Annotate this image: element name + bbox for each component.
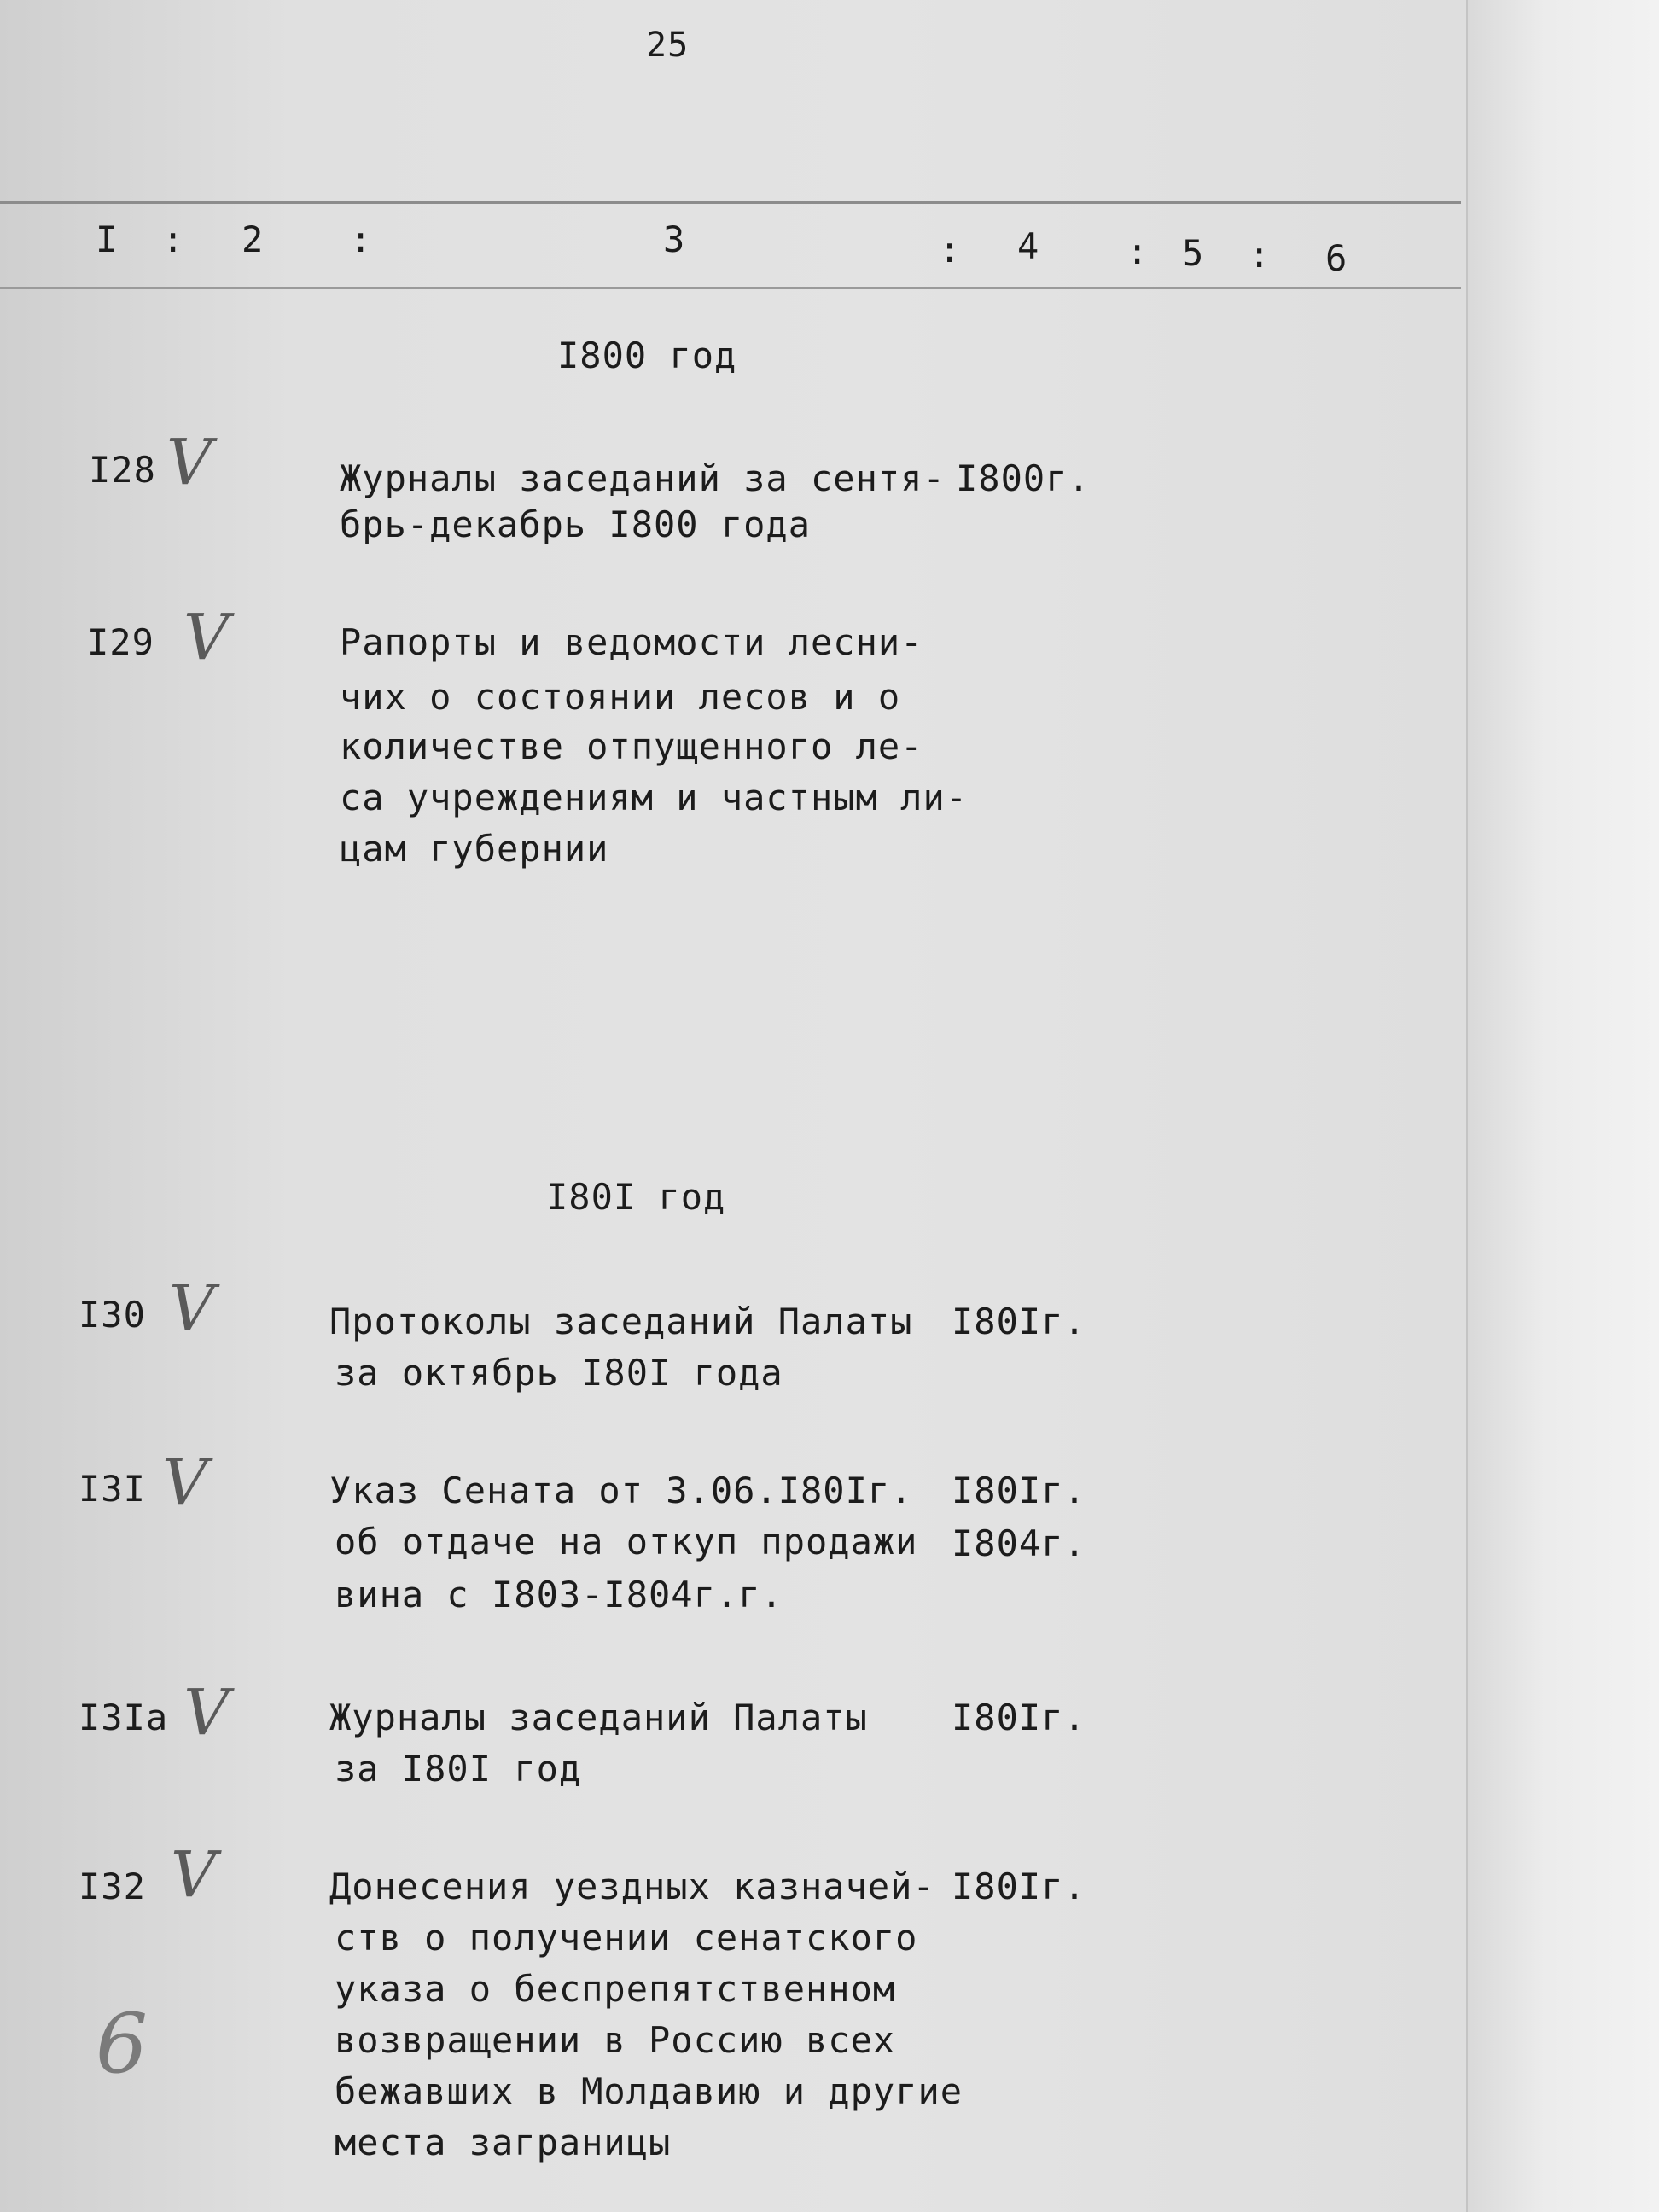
header-top-rule	[0, 201, 1461, 204]
entry-date: I80Iг.	[952, 1301, 1086, 1342]
entry-line: количестве отпущенного ле-	[340, 725, 923, 767]
column-header-1: I	[96, 218, 119, 260]
check-mark: V	[183, 1676, 230, 1749]
entry-line: цам губернии	[340, 828, 609, 870]
year-heading-1801: I80I год	[546, 1176, 726, 1218]
entry-line: Донесения уездных казначей-	[329, 1866, 935, 1907]
column-header-6: 6	[1325, 237, 1348, 279]
entry-line: Журналы заседаний Палаты	[329, 1697, 868, 1738]
entry-date: I800г.	[956, 457, 1091, 499]
check-mark: V	[162, 1446, 208, 1519]
column-header-4: 4	[1017, 225, 1040, 267]
entry-line: ств о получении сенатского	[335, 1917, 918, 1959]
entry-date: I80Iг.	[952, 1866, 1086, 1907]
column-header-sep: :	[162, 218, 185, 260]
column-header-5: 5	[1182, 232, 1205, 274]
entry-line: возвращении в Россию всех	[335, 2019, 896, 2061]
entry-line: места заграницы	[335, 2122, 672, 2163]
entry-number: I28	[89, 449, 156, 491]
check-mark: V	[171, 1838, 217, 1912]
entry-number: I3Iа	[79, 1697, 169, 1738]
check-mark: V	[169, 1272, 215, 1345]
header-bottom-rule	[0, 287, 1461, 289]
check-mark: V	[183, 601, 230, 674]
page-number: 25	[646, 26, 690, 65]
column-header-sep: :	[1249, 234, 1272, 276]
entry-number: I30	[79, 1294, 146, 1336]
column-header-sep: :	[1126, 230, 1150, 272]
entry-date: I804г.	[952, 1522, 1086, 1564]
column-header-sep: :	[350, 218, 373, 260]
paper-edge	[1466, 0, 1659, 2212]
column-header-3: 3	[663, 218, 686, 260]
entry-number: I3I	[79, 1468, 146, 1510]
entry-line: бежавших в Молдавию и другие	[335, 2070, 963, 2112]
entry-line: вина с I803-I804г.г.	[335, 1574, 783, 1615]
entry-line: за I80I год	[335, 1748, 582, 1790]
year-heading-1800: I800 год	[557, 335, 737, 376]
check-mark: V	[166, 426, 212, 499]
entry-line: са учреждениям и частным ли-	[340, 777, 969, 818]
column-header-2: 2	[242, 218, 265, 260]
entry-line: об отдаче на откуп продажи	[335, 1521, 918, 1563]
entry-date: I80Iг.	[952, 1470, 1086, 1511]
entry-line: чих о состоянии лесов и о	[340, 676, 901, 718]
entry-date: I80Iг.	[952, 1697, 1086, 1738]
entry-line: Указ Сената от 3.06.I80Iг.	[329, 1470, 913, 1511]
entry-line: за октябрь I80I года	[335, 1352, 783, 1394]
entry-number: I29	[87, 621, 154, 663]
entry-line: брь-декабрь I800 года	[340, 504, 812, 545]
entry-line: Рапорты и ведомости лесни-	[340, 621, 923, 663]
column-header-sep: :	[939, 229, 962, 271]
entry-line: Протоколы заседаний Палаты	[329, 1301, 913, 1342]
handwritten-note: 6	[96, 1996, 148, 2092]
entry-number: I32	[79, 1866, 146, 1907]
entry-line: Журналы заседаний за сентя-	[340, 457, 946, 499]
entry-line: указа о беспрепятственном	[335, 1968, 896, 2010]
